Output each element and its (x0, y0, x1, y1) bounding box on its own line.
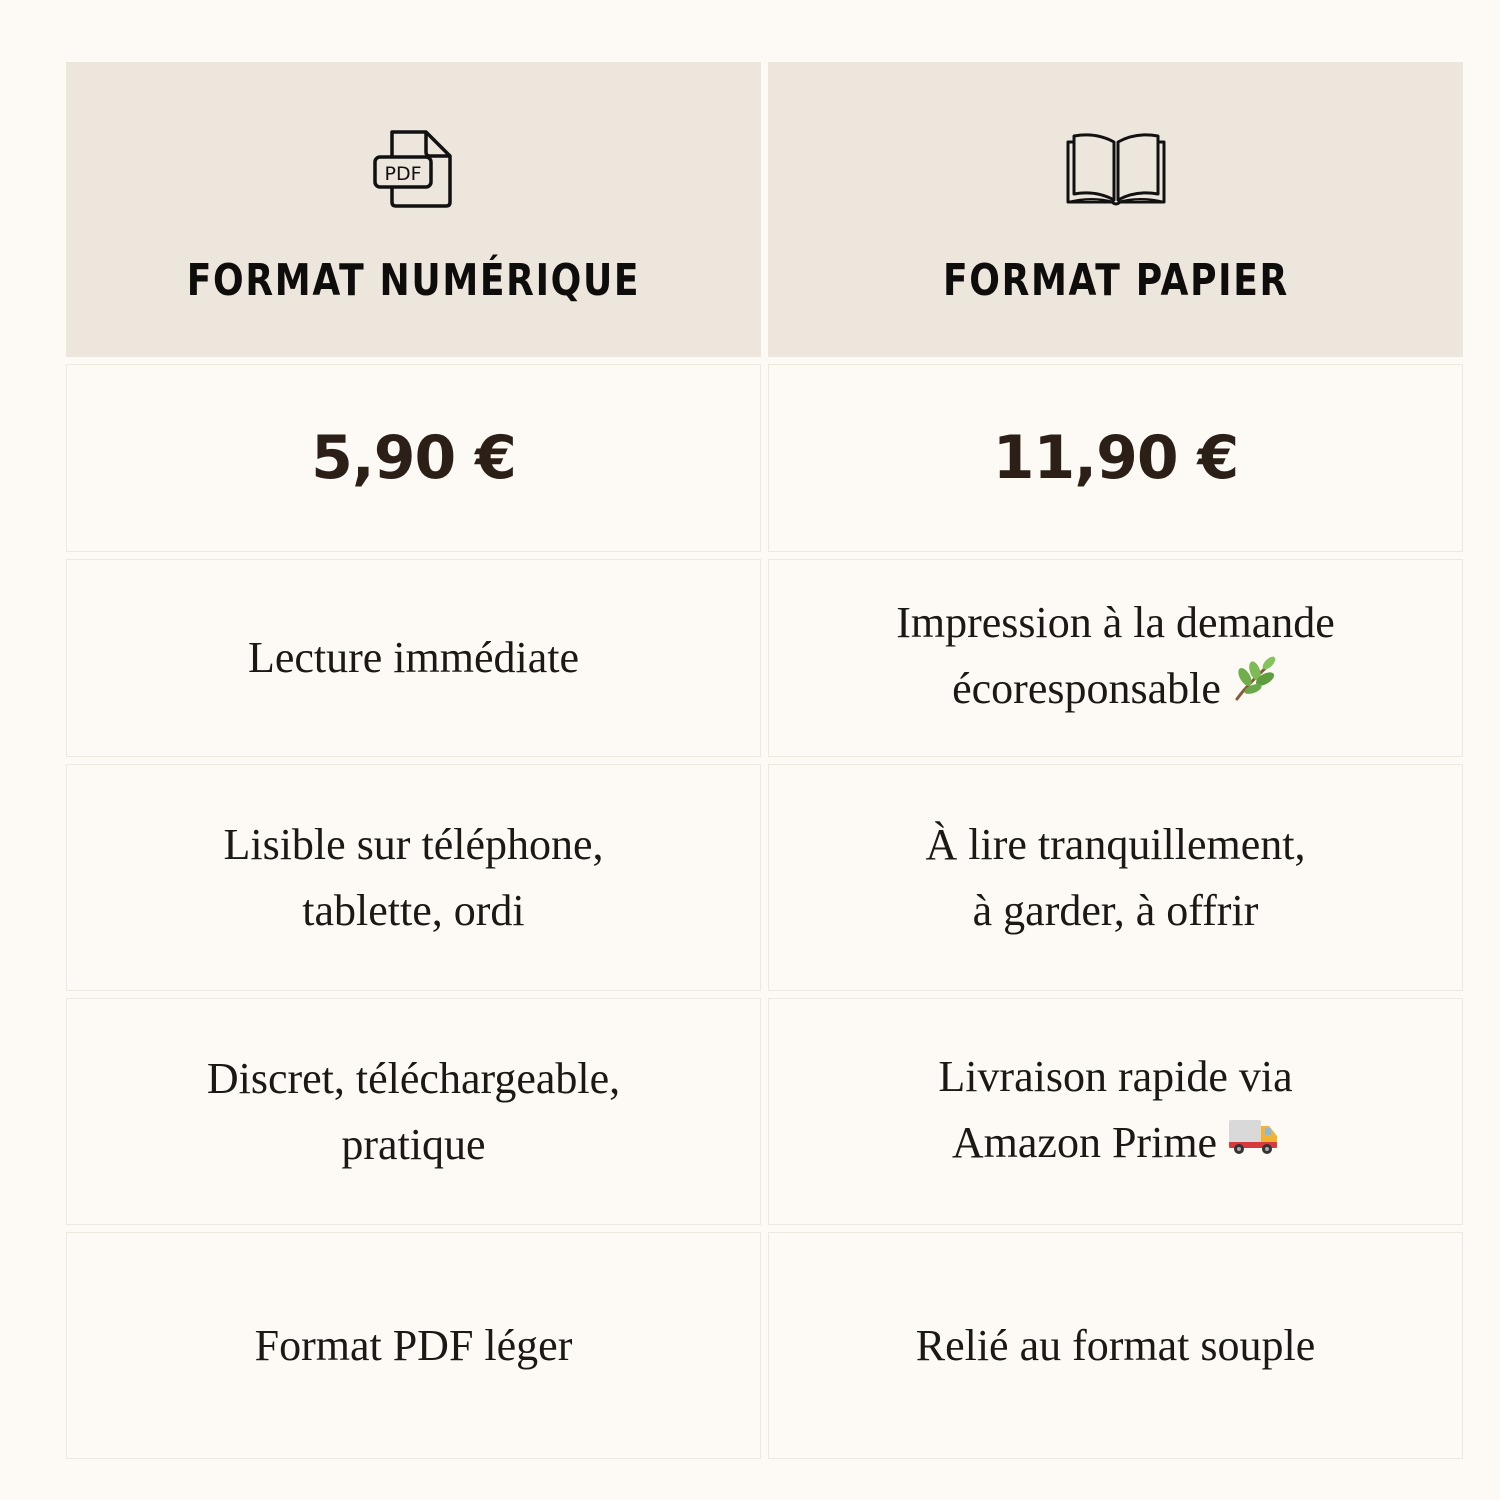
feature-text: À lire tranquillement, à garder, à offrir (925, 819, 1306, 935)
feature-cell-digital-4 (66, 1232, 761, 1459)
leaf-branch-icon (1231, 655, 1279, 722)
feature-text: Impression à la demande écoresponsable (856, 590, 1375, 726)
header-title-paper: FORMAT PAPIER (942, 255, 1289, 306)
open-book-icon (1061, 123, 1171, 213)
feature-cell-digital-2 (66, 764, 761, 991)
feature-cell-paper-4 (768, 1232, 1463, 1459)
feature-cell-paper-1 (768, 559, 1463, 757)
price-cell-digital (66, 364, 761, 552)
header-paper (768, 62, 1463, 357)
feature-text: Relié au format souple (915, 1320, 1316, 1370)
feature-cell-digital-1 (66, 559, 761, 757)
header-title-digital: FORMAT NUMÉRIQUE (186, 255, 641, 306)
feature-text: Livraison rapide via Amazon Prime (898, 1044, 1332, 1180)
delivery-truck-icon (1227, 1109, 1279, 1175)
feature-cell-paper-2 (768, 764, 1463, 991)
feature-text: Format PDF léger (254, 1320, 573, 1370)
feature-text: Lecture immédiate (247, 633, 580, 682)
price-digital: 5,90 € (311, 423, 516, 493)
svg-text:PDF: PDF (383, 163, 422, 185)
feature-text: Discret, téléchargeable, pratique (206, 1053, 621, 1169)
price-cell-paper (768, 364, 1463, 552)
feature-text: Lisible sur téléphone, tablette, ordi (223, 819, 604, 935)
pdf-file-icon (359, 123, 469, 213)
feature-cell-paper-3 (768, 998, 1463, 1225)
header-digital (66, 62, 761, 357)
format-comparison-table (66, 62, 1463, 1459)
price-paper: 11,90 € (992, 423, 1239, 493)
feature-cell-digital-3 (66, 998, 761, 1225)
